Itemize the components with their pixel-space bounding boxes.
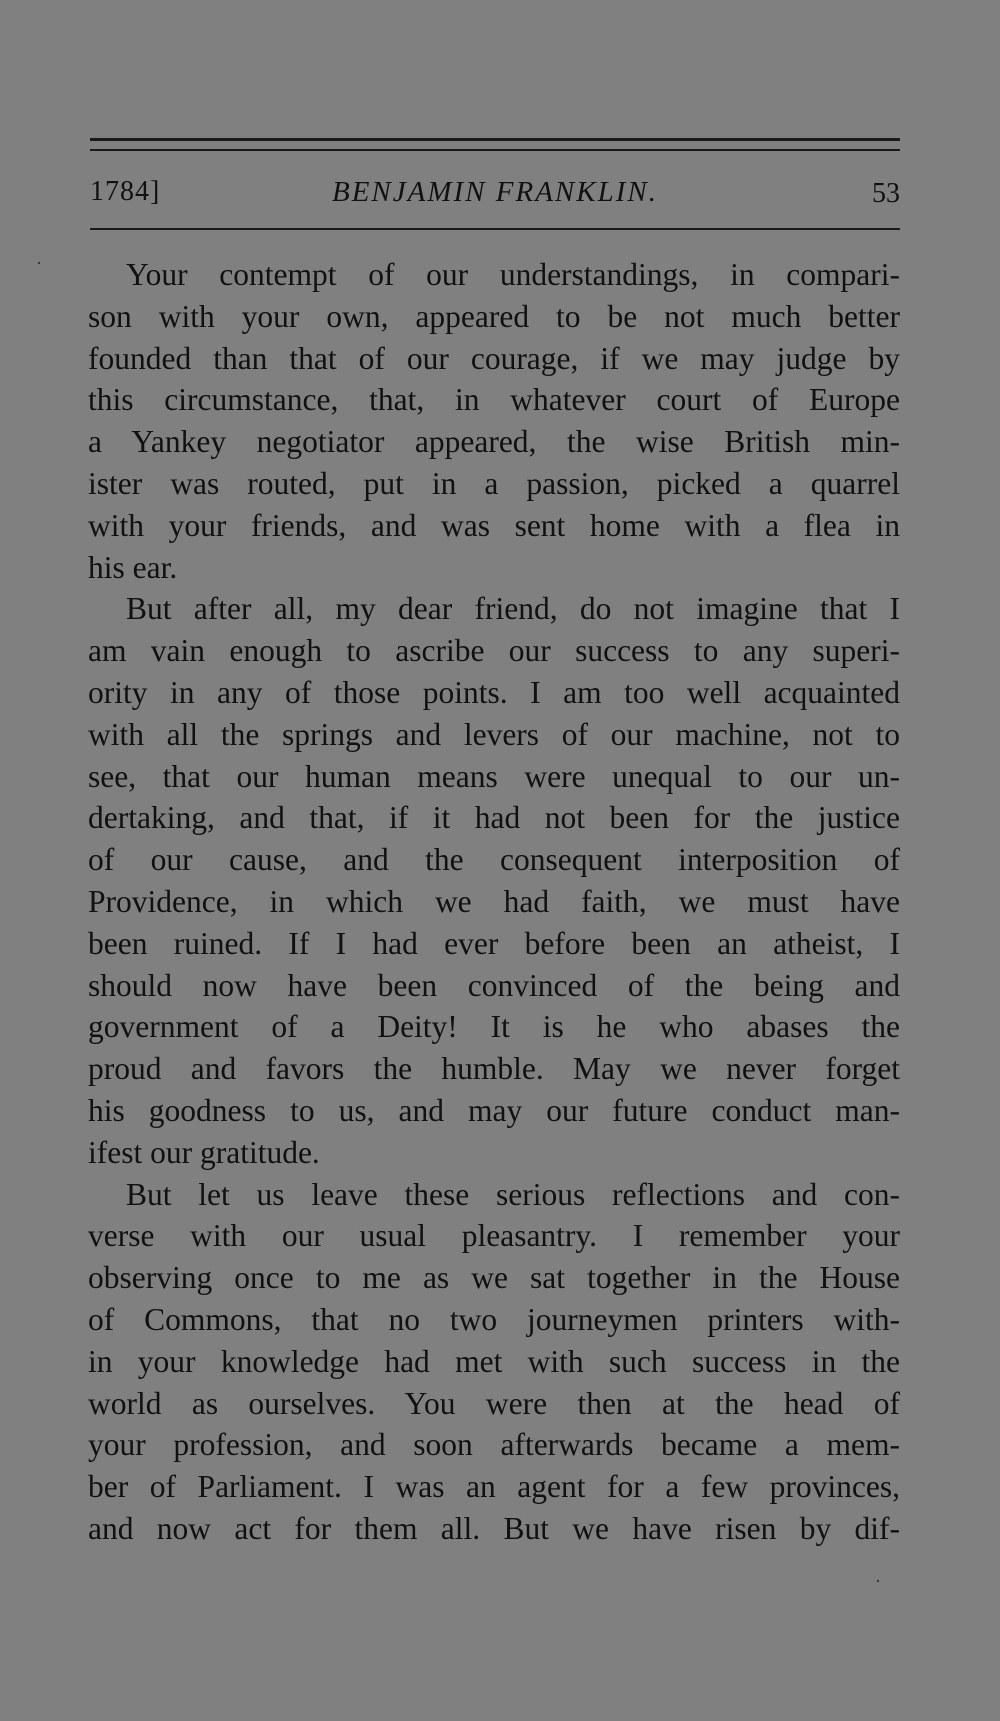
text-line: in your knowledge had met with such success in the (88, 1343, 900, 1379)
text-line: am vain enough to ascribe our success to any superi- (88, 633, 900, 669)
text-line: But after all, my dear friend, do not imagine that I (126, 591, 900, 627)
running-head (90, 176, 900, 216)
print-speck (38, 262, 40, 264)
text-line: and now act for them all. But we have risen by dif- (88, 1510, 900, 1546)
text-line: your profession, and soon afterwards became a mem- (88, 1427, 900, 1463)
header-title: BENJAMIN FRANKLIN. (332, 176, 658, 208)
text-line: should now have been convinced of the being and (88, 967, 900, 1003)
text-line: But let us leave these serious reflections and con- (126, 1176, 900, 1212)
text-line: dertaking, and that, if it had not been for the justice (88, 800, 900, 836)
text-line: with your friends, and was sent home with a flea in (88, 507, 900, 543)
text-line: ority in any of those points. I am too well acquainted (88, 674, 900, 710)
text-line: proud and favors the humble. May we never forget (88, 1051, 900, 1087)
text-line: world as ourselves. You were then at the head of (88, 1385, 900, 1421)
header-double-rule (90, 149, 900, 151)
text-line: his ear. (88, 549, 178, 585)
text-line: see, that our human means were unequal to our un- (88, 758, 900, 794)
text-line: ister was routed, put in a passion, picked a quarrel (88, 465, 900, 501)
text-line: with all the springs and levers of our machine, not to (88, 716, 900, 752)
text-line: observing once to me as we sat together in the House (88, 1260, 900, 1296)
page-number: 53 (872, 178, 900, 209)
text-line: his goodness to us, and may our future conduct man- (88, 1092, 900, 1128)
text-line: ifest our gratitude. (88, 1134, 320, 1170)
text-line: son with your own, appeared to be not much better (88, 298, 900, 334)
text-line: verse with our usual pleasantry. I remember your (88, 1218, 900, 1254)
text-line: Your contempt of our understandings, in compari- (126, 257, 900, 292)
text-line: founded than that of our courage, if we may judge by (88, 340, 900, 376)
text-line: this circumstance, that, in whatever court of Europe (88, 382, 900, 418)
header-year: 1784] (90, 176, 161, 207)
body-text (88, 254, 900, 1550)
print-speck (877, 1580, 879, 1582)
text-line: a Yankey negotiator appeared, the wise British min- (88, 424, 900, 460)
text-line: of Commons, that no two journeymen printers with- (88, 1301, 900, 1337)
text-line: Providence, in which we had faith, we must have (88, 883, 900, 919)
text-line: been ruined. If I had ever before been an atheist, I (88, 925, 900, 961)
header-top-rule (90, 138, 900, 141)
text-line: ber of Parliament. I was an agent for a few provinces, (88, 1469, 900, 1505)
text-line: of our cause, and the consequent interposition of (88, 842, 900, 878)
header-bottom-rule (90, 228, 900, 230)
text-line: government of a Deity! It is he who abases the (88, 1009, 900, 1045)
